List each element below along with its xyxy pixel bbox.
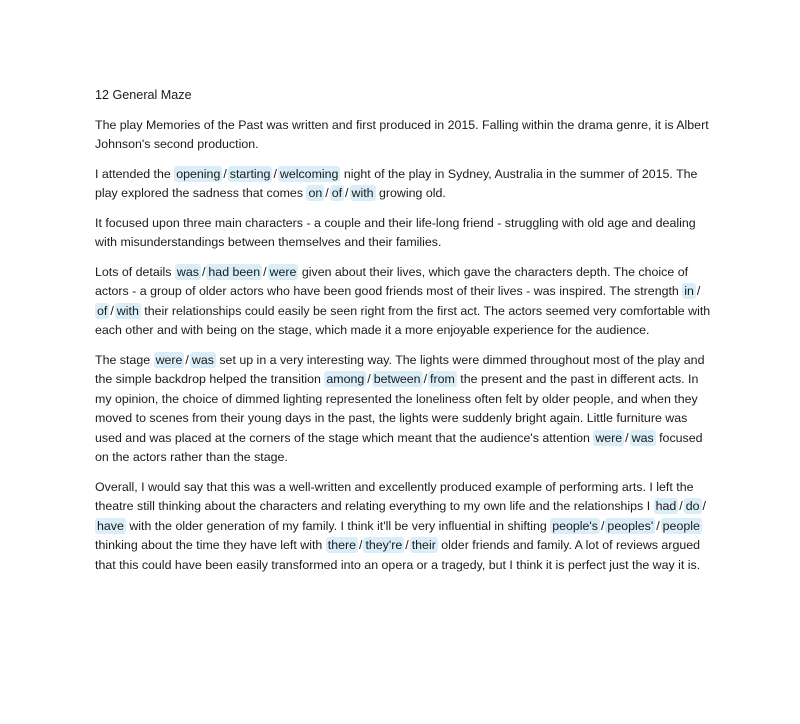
word-choice-option[interactable]: had	[655, 499, 677, 513]
choice-separator: /	[185, 352, 189, 367]
choice-separator: /	[625, 430, 629, 445]
paragraph-2	[95, 165, 715, 204]
choice-separator: /	[273, 166, 277, 181]
choice-separator: /	[656, 518, 660, 533]
word-choice-option[interactable]: people's	[552, 518, 598, 533]
choice-separator: /	[696, 284, 701, 298]
word-choice-option[interactable]: people	[662, 518, 700, 533]
choice-separator: /	[345, 186, 349, 200]
paragraph-text: night of the play in Sydney, Australia in the summer of 2015. The play explored the sadness that comes	[95, 166, 698, 200]
paragraph-5	[95, 351, 715, 468]
paragraph-text: set up in a very interesting way. The lights were dimmed throughout most of the play and the simple backdrop helped the transition	[95, 352, 705, 386]
paragraph-6	[95, 478, 715, 576]
word-choice-option[interactable]: among	[326, 372, 365, 386]
word-choice-option[interactable]: were	[269, 264, 297, 279]
paragraph-text: Overall, I would say that this was a well-written and excellently produced example of performing arts. I left the theatre still thinking about the characters and relating everything to my own life and the relationships I	[95, 479, 694, 513]
word-choice-option[interactable]: with	[116, 303, 139, 318]
word-choice-option[interactable]: they're	[365, 538, 403, 552]
word-choice-option[interactable]: their	[411, 538, 436, 552]
word-choice-group	[324, 372, 456, 386]
word-choice-group	[174, 167, 340, 181]
paragraph-text: I attended the	[95, 166, 175, 181]
paragraph-text: the present and the past in different acts. In my opinion, the choice of dimmed lighting represented the loneliness often felt by older people, and when they moved to scenes from their young days in the past, the lights were suddenly bright again. Little furniture was used and was placed at the corners of the stage which meant that the audience's attention	[95, 372, 699, 445]
paragraph-text: Lots of details	[95, 264, 175, 279]
word-choice-option[interactable]: peoples'	[607, 518, 654, 533]
document-page	[95, 86, 715, 585]
choice-separator: /	[679, 499, 683, 513]
word-choice-option[interactable]: between	[373, 372, 421, 386]
document-title: 12 General Maze	[95, 88, 192, 102]
word-choice-option[interactable]: were	[155, 352, 183, 367]
paragraph-text: with the older generation of my family. I think it'll be very influential in shifting	[125, 518, 551, 533]
word-choice-option[interactable]: do	[685, 499, 700, 513]
word-choice-option[interactable]: with	[351, 186, 374, 200]
paragraph-text: growing old.	[375, 186, 446, 200]
word-choice-option[interactable]: there	[327, 538, 356, 552]
choice-separator: /	[600, 518, 605, 533]
word-choice-option[interactable]: starting	[229, 166, 271, 181]
word-choice-option[interactable]: on	[308, 186, 323, 200]
paragraph-text: given about their lives, which gave the characters depth. The choice of actors - a group of older actors who have been good friends most of their lives - was inspired. The strength	[95, 264, 689, 298]
paragraph-text: older friends and family. A lot of reviews argued that this could have been easily transformed into an opera or a tragedy, but I think it is perfect just the way it is.	[95, 538, 701, 572]
word-choice-option[interactable]: was	[191, 352, 214, 367]
word-choice-option[interactable]: was	[176, 264, 199, 279]
word-choice-option[interactable]: of	[331, 186, 343, 200]
word-choice-option[interactable]: in	[684, 284, 694, 298]
choice-separator: /	[359, 538, 363, 552]
word-choice-option[interactable]: was	[631, 430, 654, 445]
choice-separator: /	[423, 372, 428, 386]
word-choice-group	[326, 538, 438, 552]
paragraph-text: their relationships could easily be seen right from the first act. The actors seemed very comfortable with each other and with being on the stage, which made it a more enjoyable experience for the audience.	[95, 303, 711, 337]
word-choice-option[interactable]: were	[595, 430, 623, 445]
word-choice-group	[154, 353, 216, 367]
word-choice-group	[550, 519, 702, 533]
word-choice-option[interactable]: welcoming	[279, 166, 339, 181]
choice-separator: /	[367, 372, 371, 386]
word-choice-option[interactable]: of	[97, 303, 108, 318]
document-body	[95, 116, 715, 576]
word-choice-option[interactable]: have	[97, 518, 124, 533]
word-choice-option[interactable]: had been	[208, 264, 261, 279]
word-choice-option[interactable]: from	[430, 372, 455, 386]
paragraph-text: It focused upon three main characters - a couple and their life-long friend - struggling with old age and dealing with misunderstandings between themselves and their families.	[95, 215, 696, 249]
choice-separator: /	[325, 186, 329, 200]
word-choice-group	[175, 265, 299, 279]
word-choice-group	[593, 431, 655, 445]
choice-separator: /	[223, 166, 227, 181]
paragraph-3	[95, 214, 715, 253]
paragraph-text: thinking about the time they have left with	[95, 538, 326, 552]
paragraph-text: The stage	[95, 352, 154, 367]
word-choice-option[interactable]: opening	[176, 166, 221, 181]
paragraph-4	[95, 263, 715, 341]
paragraph-text: focused on the actors rather than the stage.	[95, 430, 703, 464]
word-choice-group	[306, 186, 375, 200]
choice-separator: /	[263, 264, 267, 279]
paragraph-text: The play Memories of the Past was written and first produced in 2015. Falling within the drama genre, it is Albert Johnson's second production.	[95, 117, 709, 151]
choice-separator: /	[702, 499, 706, 513]
paragraph-1	[95, 116, 715, 155]
choice-separator: /	[405, 538, 409, 552]
choice-separator: /	[110, 303, 114, 318]
choice-separator: /	[201, 264, 206, 279]
